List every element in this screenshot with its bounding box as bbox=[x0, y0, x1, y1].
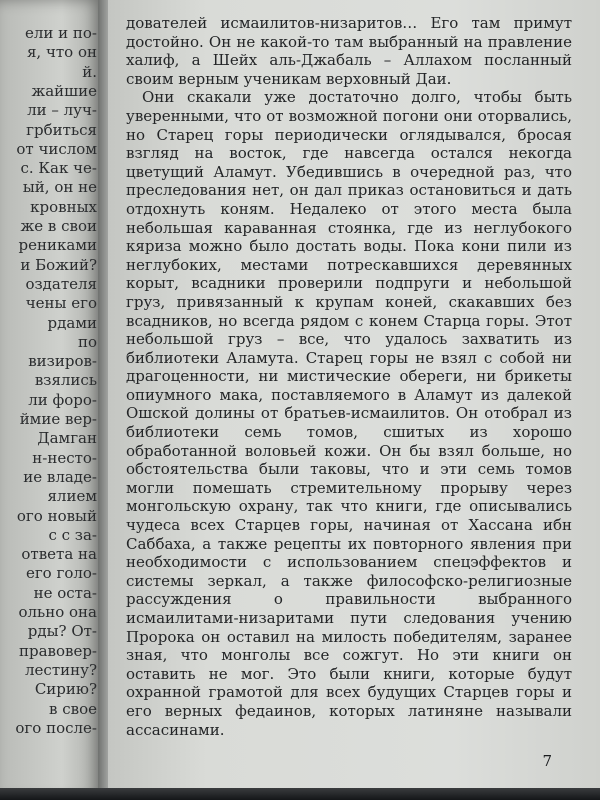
left-page-line: и Божий? bbox=[20, 255, 97, 274]
left-page-line: рдами bbox=[47, 313, 97, 332]
left-page-line: рды? От- bbox=[27, 622, 97, 641]
left-page-line: ого после- bbox=[15, 718, 97, 737]
left-page-line: ие владе- bbox=[23, 467, 97, 486]
left-page-line: лестину? bbox=[25, 660, 97, 679]
left-page-line: с. Как че- bbox=[20, 159, 97, 178]
left-page-line: не оста- bbox=[33, 583, 97, 602]
left-page-line: н-несто- bbox=[32, 448, 97, 467]
paragraph-2: Они скакали уже достаточно долго, чтобы быть уверенными, что от возможной погони они оторвались, но Старец горы периодически оглядывался, бросая взгляд на восток, где навсегда остался некогда цветущий Аламут. Убедившись в очередной раз, что преследования нет, он дал приказ остановиться и дать отдохнуть коням. Недалеко от этого места была небольшая караванная стоянка, где из неглубокого кяриза можно было достать воды. Пока кони пили из неглубоких, местами потрескавшихся деревянных корыт, всадники проверили подпруги и небольшой груз, привязанный к крупам коней, скакавших без всадников, но всегда рядом с конем Старца горы. Этот небольшой груз – все, что удалось захватить из библиотеки Аламута. Старец горы не взял с собой ни драгоценности, ни мистические обереги, ни брикеты опиумного мака, поставляемого в Аламут из далекой Ошской долины от братьев-исмаилитов. Он отобрал из библиотеки семь томов, сшитых из хорошо обработанной воловьей кожи. Он бы взял больше, но обстоятельства были таковы, что и эти семь томов могли помешать стремительному прорыву через монгольскую охрану, так что книги, где описывались чудеса всех Старцев горы, начиная от Хассана ибн Саббаха, а также рецепты их повторного явления при необходимости с использованием спецэффектов и системы зеркал, а также философско-религиозные рассуждения о правильности выбранного исмаилитами-низаритами пути следования учению Пророка он оставил на милость победителям, заранее зная, что монголы все сожгут. Но эти книги он оставить не мог. Это были книги, которые будут охранной грамотой для всех будущих Старцев горы и его верных федаинов, которых латиняне называли ассасинами. bbox=[126, 88, 572, 739]
table-surface bbox=[0, 788, 600, 800]
left-page-line: взялись bbox=[34, 371, 97, 390]
left-page-line: правовер- bbox=[18, 641, 97, 660]
left-page-line: по bbox=[77, 332, 97, 351]
left-page-line: с с за- bbox=[48, 525, 97, 544]
left-page-line: грбиться bbox=[26, 120, 97, 139]
left-page-line: ли – луч- bbox=[27, 101, 97, 120]
left-page-line: Сирию? bbox=[34, 680, 97, 699]
left-page-line: в свое bbox=[49, 699, 97, 718]
left-page-line: ответа на bbox=[21, 545, 97, 564]
left-page-line: рениками bbox=[18, 236, 97, 255]
left-page-line: жайшие bbox=[31, 81, 97, 100]
left-page-line: кровных bbox=[30, 197, 97, 216]
left-page bbox=[0, 0, 103, 800]
right-page bbox=[108, 0, 600, 800]
left-page-line: Дамган bbox=[37, 429, 97, 448]
left-page-line: ого новый bbox=[16, 506, 97, 525]
left-page-line: его голо- bbox=[25, 564, 97, 583]
left-page-line: от числом bbox=[16, 139, 97, 158]
page-text bbox=[126, 14, 572, 739]
left-page-line: я, что он bbox=[26, 43, 97, 62]
left-page-line: ели и по- bbox=[24, 24, 97, 42]
left-page-line: чены его bbox=[25, 294, 97, 313]
left-page-line: ольно она bbox=[18, 603, 97, 621]
left-page-line: же в свои bbox=[20, 217, 97, 235]
left-page-line: ялием bbox=[47, 487, 97, 506]
left-page-line: визиров- bbox=[28, 352, 97, 371]
paragraph-1: дователей исмаилитов-низаритов… Его там примут достойно. Он не какой-то там выбранный на правление халиф, а Шейх аль-Джабаль – Аллахом посланный своим верным ученикам верховный Даи. bbox=[126, 14, 572, 88]
left-page-line: ли форо- bbox=[28, 390, 97, 409]
page-number: 7 bbox=[542, 752, 552, 770]
left-page-line: ый, он не bbox=[22, 178, 97, 197]
left-page-line: оздателя bbox=[25, 274, 97, 293]
left-page-line: й. bbox=[82, 62, 97, 81]
left-page-line: ймие вер- bbox=[19, 410, 97, 428]
